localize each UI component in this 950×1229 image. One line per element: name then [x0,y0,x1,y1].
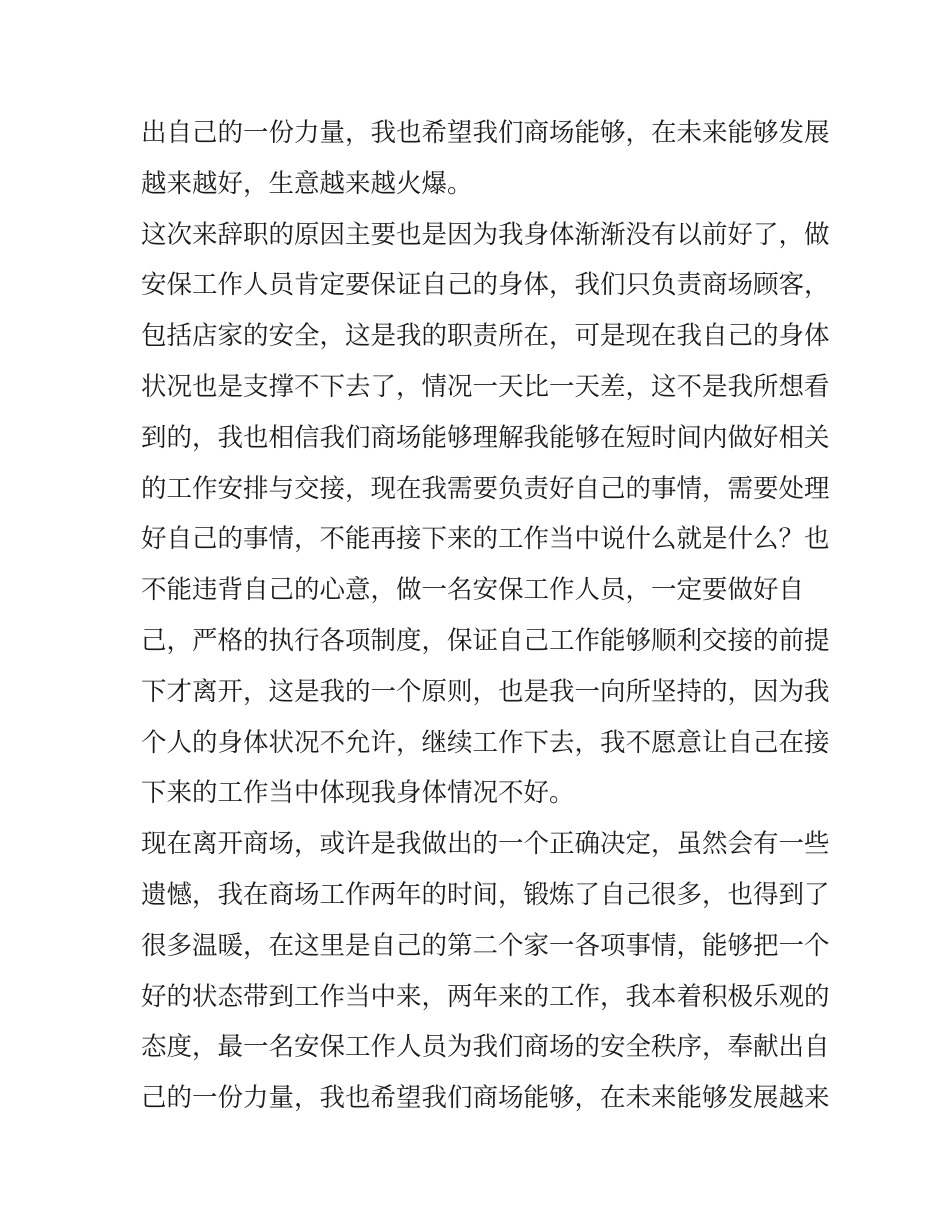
text-line: 下才离开，这是我的一个原则，也是我一向所坚持的，因为我 [141,676,830,707]
text-line: 出自己的一份力量，我也希望我们商场能够，在未来能够发展 [141,118,830,148]
text-line: 这次来辞职的原因主要也是因为我身体渐渐没有以前好了，做 [141,219,830,250]
text-line: 的工作安排与交接，现在我需要负责好自己的事情，需要处理 [141,473,830,504]
text-line: 好的状态带到工作当中来，两年来的工作，我本着积极乐观的 [141,981,830,1012]
body-text [141,108,830,1124]
text-line: 很多温暖，在这里是自己的第二个家一各项事情，能够把一个 [141,930,830,961]
text-line: 状况也是支撑不下去了，情况一天比一天差，这不是我所想看 [141,371,830,402]
text-line: 遗憾，我在商场工作两年的时间，锻炼了自己很多，也得到了 [141,879,830,910]
text-line: 现在离开商场，或许是我做出的一个正确决定，虽然会有一些 [141,829,830,860]
text-line: 越来越好，生意越来越火爆。 [141,168,473,199]
text-line: 个人的身体状况不允许，继续工作下去，我不愿意让自己在接 [141,727,830,758]
text-line: 态度，最一名安保工作人员为我们商场的安全秩序，奉献出自 [141,1032,830,1063]
text-line: 到的，我也相信我们商场能够理解我能够在短时间内做好相关 [141,422,830,453]
text-line: 不能违背自己的心意，做一名安保工作人员，一定要做好自 [141,575,805,606]
text-line: 下来的工作当中体现我身体情况不好。 [141,778,575,809]
text-line: 安保工作人员肯定要保证自己的身体，我们只负责商场顾客， [141,270,830,301]
text-line: 好自己的事情，不能再接下来的工作当中说什么就是什么？也 [141,524,830,555]
text-line: 包括店家的安全，这是我的职责所在，可是现在我自己的身体 [141,321,830,352]
text-line: 己的一份力量，我也希望我们商场能够，在未来能够发展越来 [141,1083,830,1114]
text-line: 己，严格的执行各项制度，保证自己工作能够顺利交接的前提 [141,625,830,656]
